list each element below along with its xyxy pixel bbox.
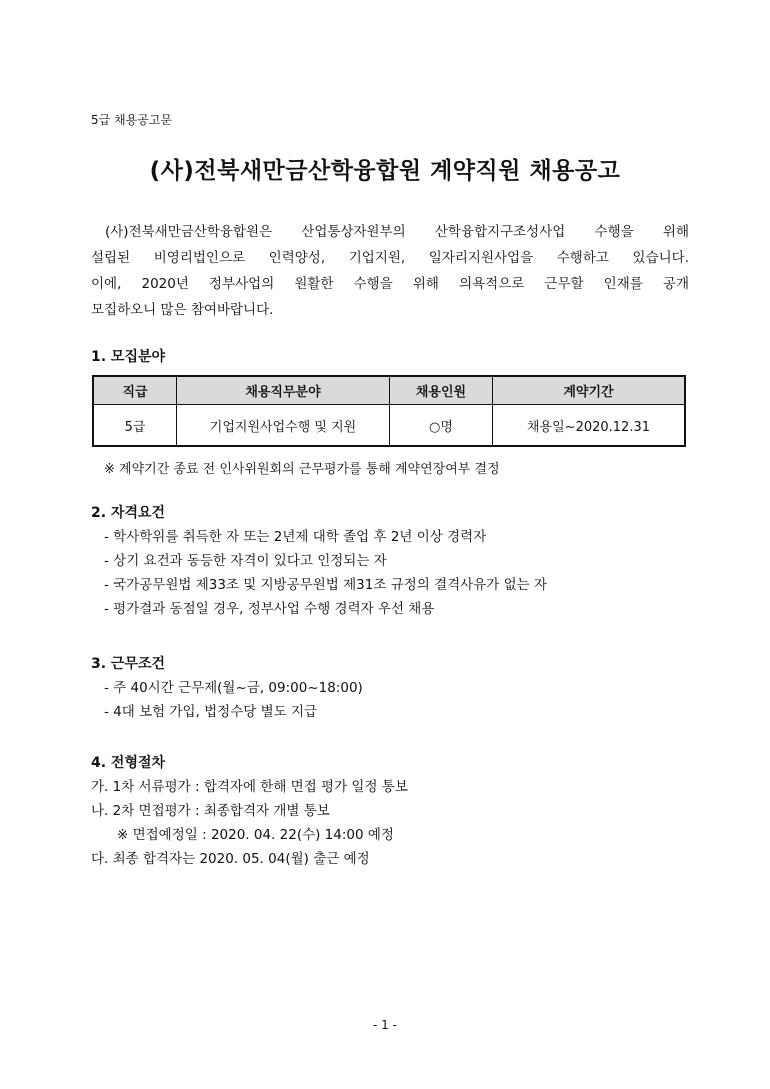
page-number: - 1 - — [373, 1018, 397, 1032]
section-heading-conditions: 3. 근무조건 — [91, 656, 166, 672]
intro-paragraph — [91, 219, 689, 323]
list-item: - 상기 요건과 동등한 자격이 있다고 인정되는 자 — [104, 553, 387, 569]
list-item: - 국가공무원법 제33조 및 지방공무원법 제31조 규정의 결격사유가 없는 자 — [104, 577, 547, 593]
recruitment-table — [92, 375, 686, 447]
table-cell: 5급 — [93, 405, 177, 447]
list-item: 가. 1차 서류평가 : 합격자에 한해 면접 평가 일정 통보 — [91, 779, 408, 795]
section-heading-recruitment: 1. 모집분야 — [91, 349, 166, 365]
intro-line: (사)전북새만금산학융합원은 산업통상자원부의 산학융합지구조성사업 수행을 위해 — [105, 224, 689, 240]
table-cell: ○명 — [390, 405, 493, 447]
table-header-row — [93, 376, 685, 405]
intro-line: 설립된 비영리법인으로 인력양성, 기업지원, 일자리지원사업을 수행하고 있습니다. — [91, 250, 689, 266]
list-item: 다. 최종 합격자는 2020. 05. 04(월) 출근 예정 — [91, 851, 370, 867]
section-heading-qualifications: 2. 자격요건 — [91, 505, 166, 521]
conditions-list — [104, 676, 363, 724]
document-label: 5급 채용공고문 — [91, 113, 173, 127]
list-item: - 평가결과 동점일 경우, 정부사업 수행 경력자 우선 채용 — [104, 601, 435, 617]
intro-line: 모집하오니 많은 참여바랍니다. — [91, 302, 274, 318]
qualifications-list — [104, 525, 547, 621]
column-header: 채용직무분야 — [177, 376, 390, 405]
section-heading-procedure: 4. 전형절차 — [91, 755, 166, 771]
list-item: ※ 면접예정일 : 2020. 04. 22(수) 14:00 예정 — [117, 827, 394, 843]
list-item: - 주 40시간 근무제(월~금, 09:00~18:00) — [104, 680, 363, 696]
column-header: 직급 — [93, 376, 177, 405]
column-header: 계약기간 — [493, 376, 686, 405]
table-row — [93, 405, 685, 447]
list-item: - 4대 보험 가입, 법정수당 별도 지급 — [104, 704, 318, 720]
contract-note: ※ 계약기간 종료 전 인사위원회의 근무평가를 통해 계약연장여부 결정 — [104, 462, 500, 477]
procedure-list — [91, 775, 408, 871]
table-cell: 채용일~2020.12.31 — [493, 405, 686, 447]
list-item: 나. 2차 면접평가 : 최종합격자 개별 통보 — [91, 803, 330, 819]
list-item: - 학사학위를 취득한 자 또는 2년제 대학 졸업 후 2년 이상 경력자 — [104, 529, 487, 545]
intro-line: 이에, 2020년 정부사업의 원활한 수행을 위해 의욕적으로 근무할 인재를 공개 — [91, 276, 689, 292]
table-cell: 기업지원사업수행 및 지원 — [177, 405, 390, 447]
column-header: 채용인원 — [390, 376, 493, 405]
page-title: (사)전북새만금산학융합원 계약직원 채용공고 — [149, 158, 621, 184]
